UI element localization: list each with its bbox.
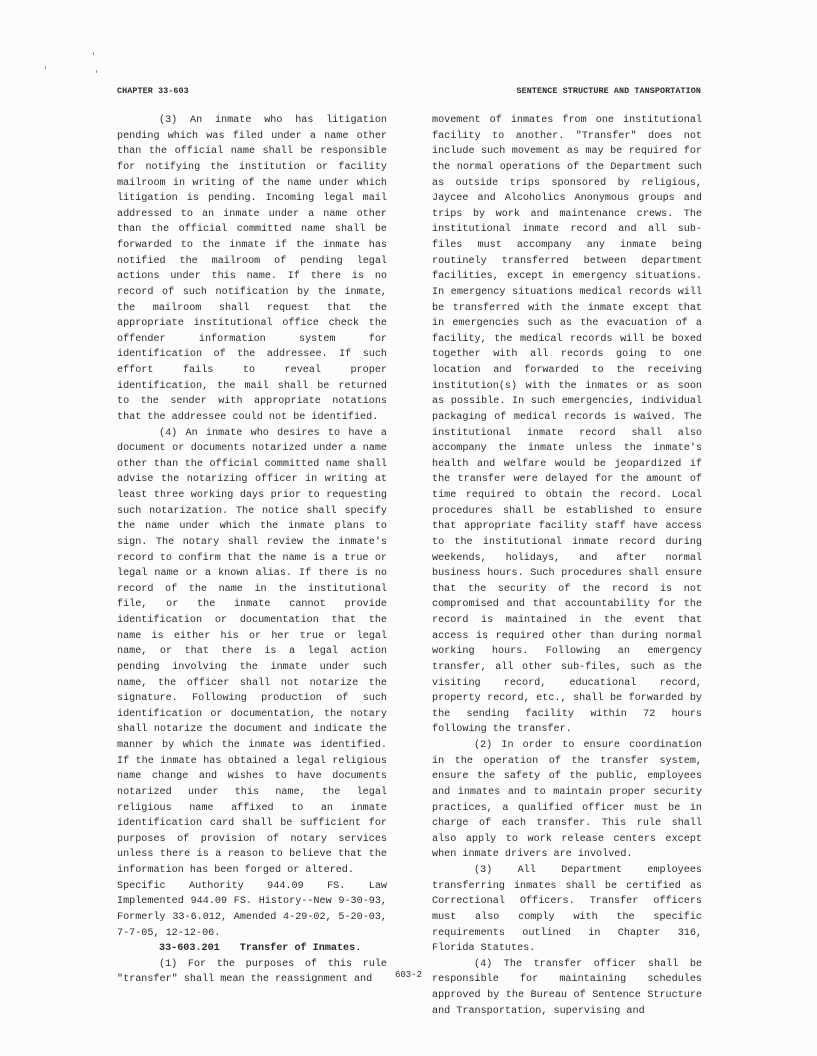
- page-number: 603-2: [394, 970, 422, 980]
- scan-speck: [96, 70, 97, 73]
- subsection-3: (3) All Department employees transferring inmates shall be certified as Correctional Officers. Transfer officers must also comply with the specific requirements outlined in Chapter 316, Florida Statutes.: [432, 865, 702, 955]
- subsection-2: (2) In order to ensure coordination in the operation of the transfer system, ensure the safety of the public, employees and inmates and to maintain proper security practices, a qualified officer must be in charge of each transfer. This rule shall also apply to work release centers except when inmate drivers are involved.: [432, 740, 702, 861]
- authority-history: Specific Authority 944.09 FS. Law Implemented 944.09 FS. History--New 9-30-93, Formerly 33-6.012, Amended 4-29-02, 5-20-03, 7-7-05, 12-12-06.: [117, 880, 387, 939]
- section-title: Transfer of Inmates.: [239, 943, 362, 955]
- subsection-4: (4) The transfer officer shall be responsible for maintaining schedules approved by the Bureau of Sentence Structure and Transportation, supervising and: [432, 958, 702, 1017]
- paragraph-3-litigation: (3) An inmate who has litigation pending which was filed under a name other than the official name shall be responsible for notifying the institution or facility mailroom in writing of the name under which litigation is pending. Incoming legal mail addressed to an inmate under a name other than the official committed name shall be forwarded to the inmate if the inmate has notified the mailroom of pending legal actions under this name. If there is no record of such notification by the inmate, the mailroom shall request that the appropriate institutional office check the offender information system for identification of the addressee. If such effort fails to reveal proper identification, the mail shall be returned to the sender with appropriate notations that the addressee could not be identified.: [117, 115, 387, 423]
- chapter-header: CHAPTER 33-603: [117, 86, 189, 96]
- section-header: SENTENCE STRUCTURE AND TANSPORTATION: [516, 86, 701, 96]
- paragraph-4-notarization: (4) An inmate who desires to have a document or documents notarized under a name other than the official committed name shall advise the notarizing officer in writing at least three working days prior to requesting such notarization. The notice shall specify the name under which the inmate plans to sign. The notary shall review the inmate's record to confirm that the name is a true or legal name or a known alias. If there is no record of the name in the institutional file, or the inmate cannot provide identification or documentation that the name is either his or her true or legal name, or that there is a legal action pending involving the inmate under such name, the officer shall not notarize the signature. Following production of such identification or documentation, the notary shall notarize the document and indicate the manner by which the inmate was identified. If the inmate has obtained a legal religious name change and wishes to have documents notarized under this name, the legal religious name affixed to an inmate identification card shall be sufficient for purposes of provision of notary services unless there is a reason to believe that the information has been forged or altered.: [117, 427, 387, 876]
- section-number: 33-603.201: [159, 943, 220, 955]
- subsection-1-start: (1) For the purposes of this rule "transfer" shall mean the reassignment and: [117, 958, 387, 986]
- section-heading: [117, 941, 387, 957]
- subsection-1-continued: movement of inmates from one institutional facility to another. "Transfer" does not include such movement as may be required for the normal operations of the Department such as outside trips sponsored by religious, Jaycee and Alcoholics Anonymous groups and trips by work and maintenance crews. The institutional inmate record and all sub-files must accompany any inmate being routinely transferred between department facilities, except in emergency situations. In emergency situations medical records will be transferred with the inmate except that in emergencies such as the evacuation of a facility, the medical records will be boxed together with all records going to one location and forwarded to the receiving institution(s) with the inmates or as soon as possible. In such emergencies, individual packaging of medical records is waived. The institutional inmate record shall also accompany the inmate unless the inmate's health and welfare would be jeopardized if the transfer were delayed for the amount of time required to obtain the record. Local procedures shall be established to ensure that appropriate facility staff have access to the institutional inmate record during weekends, holidays, and after normal business hours. Such procedures shall ensure that the security of the record is not compromised and that accountability for the record is maintained in the event that access is required other than during normal working hours. Following an emergency transfer, all other sub-files, such as the visiting record, educational record, property record, etc., shall be forwarded by the sending facility within 72 hours following the transfer.: [432, 115, 702, 736]
- left-column: [117, 113, 387, 988]
- right-column: [432, 113, 702, 1019]
- scan-speck: [93, 52, 94, 55]
- scan-speck: [45, 66, 46, 69]
